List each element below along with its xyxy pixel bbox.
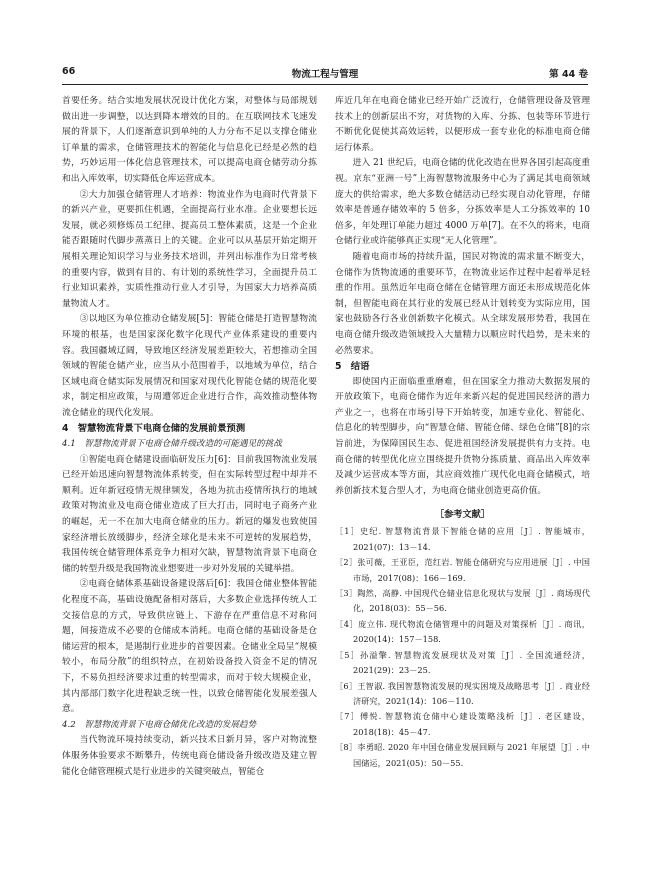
paragraph: ②电商仓储体系基础设备建设落后[6]：我国仓储业整体智能化程度不高，基础设施配备相对落后，大多数企业选择传统人工交接信息的方式，导致供应链上、下游存在严重信息不对称问题，间接造成不必要的仓储成本消耗。电商仓储的基础设备是仓储运营的根本，是遏制行业进步的首要因素。仓储业全局呈“规模较小，布局分散”的组织特点，在初始设备投入资金不足的情况下，不易负担经济要求过重的转型需求，而对于较大规模企业，其内部部门数字化进程缺乏统一性，以致仓储智能化发展差强人意。 [62,579,317,715]
reference-item: ［8］李勇昭. 2020 年中国仓储业发展回顾与 2021 年展望［J］. 中国储运，2021(05)：50－55. [335,742,590,768]
section-heading-4: 4 智慧物流背景下电商仓储的发展前景预测 [62,423,246,435]
paragraph: 首要任务。结合实地发展状况设计优化方案，对整体与局部规划做出进一步调整，以达到降本增效的目的。在互联网技术飞速发展的背景下，人们逐渐意识到单纯的人力分布不足以支撑仓储业订单量的需求，仓储管理技术的智能化与信息化已经是必然的趋势，巧妙运用一体化信息管理技术，可以提高电商仓储劳动分拣和出入库效率，切实降低仓库运营成本。 [62,96,317,184]
paragraph: ①智能电商仓储建设面临研发压力[6]：目前我国物流业发展已经开始迅速向智慧物流体系转变，但在实际转型过程中却并不顺利。近年新冠疫情无规律频发，各地为抗击疫情所执行的地域政策对物流业及电商仓储业造成了巨大打击，同时电子商务产业的崛起，无一不在加大电商仓储业的压力。新冠的爆发也致使国家经济增长放缓脚步，经济全球化是未来不可逆转的发展趋势，我国传统仓储管理体系竞争力相对欠缺，智慧物流背景下电商仓储的转型升级是我国物流业想要进一步对外发展的关键举措。 [62,454,317,574]
paragraph: 当代物流环境持续变动，新兴技术日新月异，客户对物流整体服务体验要求不断攀升，传统电商仓储设备升级改造及建立智能化仓储管理模式是行业进步的关键突破点，智能仓 [62,735,317,777]
paragraph: 随着电商市场的持续升温，国民对物流的需求量不断变大，仓储作为货物流通的重要环节，在物流业运作过程中起着举足轻重的作用。虽然近年电商仓储在仓储管理方面还未形成规范化体制，但智能电商在其行业的发展已经从计划转变为实际应用，国家也鼓励各行各业创新数字化模式。从全球发展形势看，我国在电商仓储升级改造领域投入大量精力以顺应时代趋势，是未来的必然要求。 [335,251,590,356]
references-title: ［参考文献］ [434,509,491,521]
header-rule [62,84,588,85]
section-heading-5: 5 结语 [335,361,370,373]
paragraph: 进入 21 世纪后，电商仓储的优化改造在世界各国引起高度重视。京东“亚洲一号”上海智慧物流服务中心为了满足其电商领域庞大的供给需求，绝大多数仓储活动已经实现自动化管理，存储效率是普通存储效率的 5 倍多，分拣效率是人工分拣效率的 10 倍多，年处理订单能力超过 4000 万单[7]。在不久的将来，电商仓储行业或许能够真正实现“无人化管理”。 [335,158,590,247]
paragraph: ②大力加强仓储管理人才培养：物流业作为电商时代背景下的新兴产业，更要抓住机遇，全面提高行业水准。企业要想长远发展，就必须修炼员工纪律、提高员工整体素质，这是一个企业能否跟随时代脚步蒸蒸日上的关键。企业可以从基层开始定期开展相关理论知识学习与业务技术培训，并列出标准作为日常考核的重要内容，做到有目的、有计划的系统性学习，全面提升员工行业知识素养，实质性推动行业人才引导，为国家大力培养高质量物流人才。 [62,189,317,309]
left-column [62,94,317,780]
page-number: 66 [62,66,76,77]
paragraph: 库近几年在电商仓储业已经开始广泛流行，仓储管理设备及管理技术上的创新层出不穷，对货物的入库、分拣、包装等环节进行不断优化促使其高效运转，以便形成一套专业化的标准电商仓储运行体系。 [335,96,590,153]
reference-item: ［6］王智淑. 我国智慧物流发展的现实困境及战略思考［J］. 商业经济研究，2021(14)：106－110. [335,680,590,706]
paragraph: 即使国内正面临重重磨难，但在国家全力推动大数据发展的开放政策下，电商仓储作为近年来新兴起的促进国民经济的潜力产业之一，也将在市场引导下开始转变，加速专业化、智能化、信息化的转型脚步，向“智慧仓储、智能仓储、绿色仓储”[8]的宗旨前进，为保障国民生态、促进祖国经济发展提供有力支持。电商仓储的转型优化应立围绕提升货物分拣质量、商品出入库效率及减少运营成本等方面，其应商效推广现代化电商仓储模式，培养创新技术复合型人才，为电商仓储业创造更高价值。 [335,376,590,496]
subsection-heading-4-2: 4.2 智慧物流背景下电商仓储优化改造的发展趋势 [62,719,257,730]
reference-item: ［2］张可薇，王亚臣，范红岩. 智能仓储研究与应用进展［J］. 中国市场，2017(08)：166－169. [335,557,590,583]
subsection-heading-4-1: 4.1 智慧物流背景下电商仓储升级改造的可能遇见的挑战 [62,439,282,450]
right-column [335,94,590,771]
reference-item: ［3］陶然，高静. 中国现代仓储业信息化现状与发展［J］. 商场现代化，2018(03)：55－56. [335,588,590,614]
reference-item: ［4］庞立伟. 现代物流仓储管理中的问题及对策探析［J］. 商讯，2020(14)：157－158. [335,618,590,645]
paragraph: ③以地区为单位推动仓储发展[5]：智能仓储是打造智慧物流环境的根基，也是国家深化数字化现代产业体系建设的重要内容。我国疆域辽阔，导致地区经济发展差距较大，若想推动全国领域的智能仓储产业，应当从小范围着手，以地域为单位，结合区域电商仓储实际发展情况和国家对现代化智能仓储的规范化要求，制定相应政策，与周遭邻近企业进行合作，高效推动整体物流仓储业的现代化发展。 [62,314,317,418]
reference-item: ［7］傅悦. 智慧物流仓储中心建设策略浅析［J］. 老区建设，2018(18)：45－47. [335,711,590,737]
journal-title: 物流工程与管理 [291,69,359,80]
reference-list [335,524,590,771]
volume-label: 第 44 卷 [549,69,588,80]
running-header [62,66,588,80]
reference-item: ［5］孙溢擎. 智慧物流发展现状及对策［J］. 全国流通经济，2021(29)：23－25. [335,649,590,676]
reference-item: ［1］史纪. 智慧物流背景下智能仓储的应用［J］. 智能城市，2021(07)：13－14. [335,526,590,552]
